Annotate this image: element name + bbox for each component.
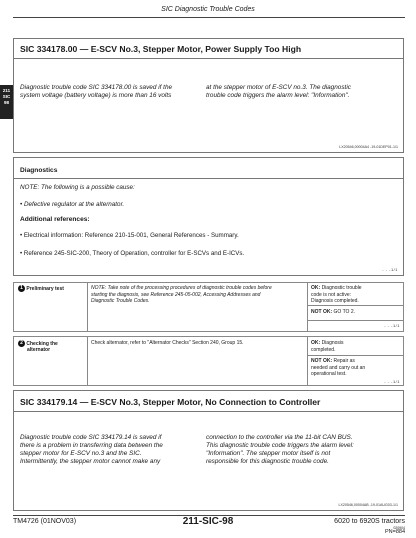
- text-line: connection to the controller via the 11-bit CAN BUS.: [206, 434, 353, 441]
- diagnostics-note: NOTE: The following is a possible cause:: [20, 184, 135, 191]
- footer-page-number: PN=884: [384, 529, 405, 535]
- footer-manual-id: TM4726 (01NOV03): [13, 518, 77, 525]
- text-line: stepper motor for E-SCV no.3 and the SIC.: [20, 450, 142, 457]
- row-divider: [307, 305, 404, 306]
- not-ok-result: [311, 309, 401, 316]
- ok-result: [311, 340, 401, 353]
- reference-code: LX20546,00004A4 -19-01DEP01-1/1: [339, 145, 398, 149]
- text-line: needed and carry out an: [311, 364, 366, 371]
- text-line: at the stepper motor of E-SCV no.3. The diagnostic: [206, 84, 351, 91]
- row-divider: [307, 355, 404, 356]
- test-step-instructions: Check alternator, refer to "Alternator Checks" Section 240, Group 15.: [91, 340, 244, 346]
- text-line: Repair as: [333, 358, 355, 364]
- text-line: Diagnosis completed.: [311, 298, 359, 304]
- footer-page-id: 211-SIC-98: [182, 516, 234, 527]
- title-rule: [13, 411, 404, 412]
- footer-model-range: 6020 to 6920S tractors: [334, 518, 405, 525]
- text-line: Diagnostic trouble: [321, 285, 362, 291]
- title-rule: [13, 178, 404, 179]
- text-line: starting the diagnosis, see Reference 245-05-002, Accessing Addresses and: [91, 291, 261, 298]
- text-line: GO TO 2.: [333, 309, 355, 315]
- text-line: Diagnosis: [321, 340, 344, 346]
- text-line: system voltage (battery voltage) is more than 16 volts: [20, 92, 172, 99]
- section-title: SIC 334178.00 — E-SCV No.3, Stepper Motor, Power Supply Too High: [20, 44, 302, 54]
- section-text-right: [206, 434, 398, 466]
- step-number-badge: 1: [18, 285, 25, 292]
- text-line: there is a problem in transferring data between the: [20, 442, 163, 449]
- side-tab-line: SIC: [2, 94, 11, 99]
- section-title: SIC 334179.14 — E-SCV No.3, Stepper Motor, No Connection to Controller: [20, 397, 321, 407]
- side-tab-line: 98: [3, 100, 9, 105]
- text-line: operational test.: [311, 371, 347, 377]
- not-ok-label: NOT OK:: [311, 358, 333, 364]
- text-line: NOTE: Take note of the processing procedures of diagnostic trouble codes before: [91, 285, 272, 291]
- reference-code: LX20546,00004AB -19-01AUG03-1/1: [338, 503, 398, 507]
- text-line: This diagnostic trouble code triggers the alarm level:: [206, 442, 354, 449]
- text-line: Diagnostic Trouble Codes.: [91, 298, 150, 304]
- reference-item: • Electrical information: Reference 210-15-001, General References - Summary.: [20, 232, 239, 239]
- test-step-label: [18, 285, 86, 292]
- step-label-text: alternator: [27, 347, 51, 354]
- text-line: trouble code triggers the alarm level: "Information".: [206, 92, 350, 99]
- header-rule: [13, 17, 405, 18]
- ok-label: OK:: [311, 340, 321, 346]
- section-side-tab: [0, 85, 13, 119]
- step-label-text: Checking the: [26, 340, 58, 347]
- column-divider: [87, 336, 88, 386]
- column-divider: [307, 282, 308, 332]
- possible-cause-item: • Defective regulator at the alternator.: [20, 201, 125, 208]
- test-step-instructions: [91, 285, 305, 305]
- column-divider: [87, 282, 88, 332]
- footer-small-code: 020904: [393, 526, 405, 530]
- text-line: Diagnostic trouble code SIC 334178.00 is saved if the: [20, 84, 173, 91]
- continued-marker: - - -1/1: [384, 379, 400, 384]
- section-text-right: [206, 84, 396, 100]
- title-rule: [13, 58, 404, 59]
- diagnostics-heading: Diagnostics: [20, 167, 58, 174]
- text-line: code is not active:: [311, 291, 352, 298]
- ok-label: OK:: [311, 285, 321, 291]
- continued-marker: - - -1/1: [382, 267, 398, 272]
- section-text-left: [20, 84, 200, 100]
- running-head: SIC Diagnostic Trouble Codes: [161, 6, 255, 13]
- step-label-text: Preliminary test: [26, 285, 64, 292]
- side-tab-line: 211: [2, 88, 11, 93]
- column-divider: [307, 336, 308, 386]
- text-line: responsible for this diagnostic trouble code.: [206, 458, 329, 465]
- section-text-left: [20, 434, 200, 466]
- additional-references-heading: Additional references:: [20, 216, 90, 223]
- reference-item: • Reference 245-SIC-200, Theory of Operation, controller for E-SCVs and E-ICVs.: [20, 250, 245, 257]
- ok-result: [311, 285, 401, 305]
- text-line: completed.: [311, 346, 336, 353]
- not-ok-label: NOT OK:: [311, 309, 333, 315]
- text-line: Intermittently, the stepper motor cannot make any: [20, 458, 161, 465]
- test-step-label: [18, 340, 86, 354]
- row-divider: [307, 320, 404, 321]
- text-line: Diagnostic trouble code SIC 334179.14 is saved if: [20, 434, 162, 441]
- text-line: "Information". The stepper motor itself is not: [206, 450, 331, 457]
- not-ok-result: [311, 358, 401, 378]
- continued-marker: - - -1/1: [384, 323, 400, 328]
- step-number-badge: 2: [18, 340, 25, 347]
